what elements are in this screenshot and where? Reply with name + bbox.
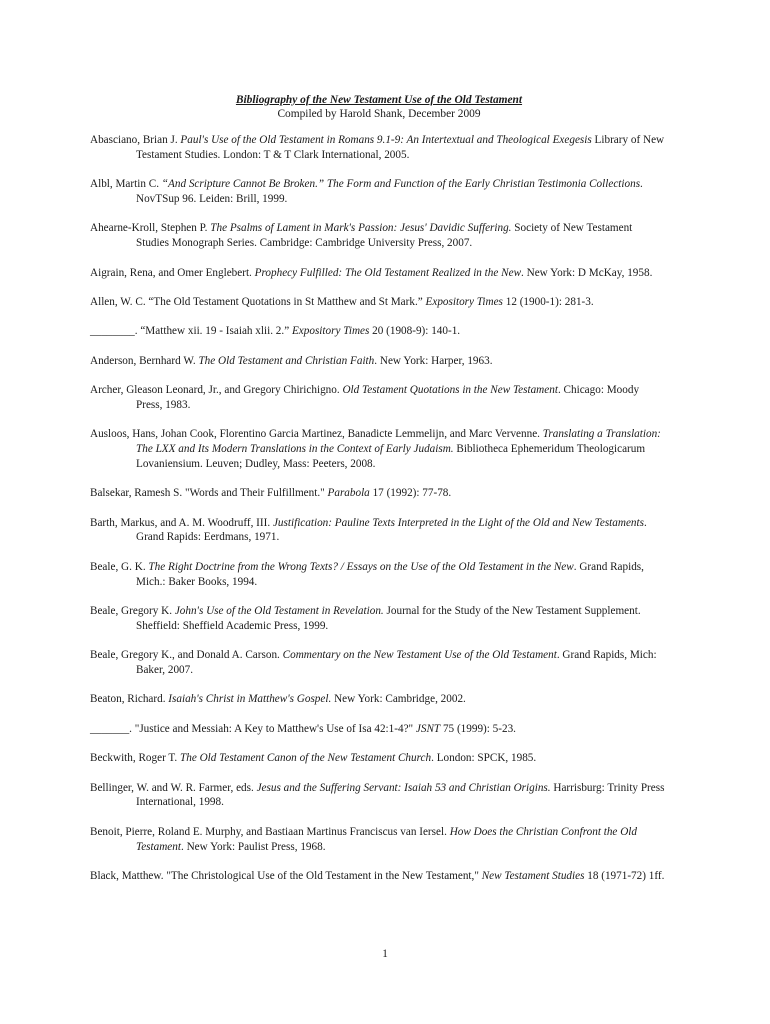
entry-publication-text: . Chicago: Moody Press, 1983. <box>136 384 640 411</box>
entry-publication-text: . Grand Rapids, Mich: Baker, 2007. <box>136 649 657 677</box>
entry-publication-text: 18 (1971-72) 1ff. <box>584 869 665 882</box>
entry-publication-text: . New York: Paulist Press, 1968. <box>180 840 326 853</box>
entry-publication-text: 20 (1908-9): 140-1. <box>369 325 461 338</box>
entry-author-text: Benoit, Pierre, Roland E. Murphy, and Bastiaan Martinus Franciscus van Iersel. <box>90 825 450 838</box>
entry-author-text: Black, Matthew. "The Christological Use of the Old Testament in the New Testament," <box>90 869 482 882</box>
entry-italic-title: Translating a Translation: The LXX and Its Modern Translations in the Context of Early Judaism. <box>136 428 661 456</box>
entry-publication-text: . London: SPCK, 1985. <box>431 752 537 765</box>
entry-author-text: Archer, Gleason Leonard, Jr., and Gregory Chirichigno. <box>90 384 343 397</box>
entry-italic-title: The Right Doctrine from the Wrong Texts? / Essays on the Use of the Old Testament in the New <box>148 560 574 573</box>
bibliography-entry <box>90 354 668 369</box>
bibliography-entry <box>90 722 668 737</box>
entry-author-text: Beale, Gregory K., and Donald A. Carson. <box>90 649 283 662</box>
entry-italic-title: Justification: Pauline Texts Interpreted in the Light of the Old and New Testaments <box>272 516 644 529</box>
entry-author-text: Beale, G. K. <box>90 560 149 573</box>
entry-italic-title: Paul's Use of the Old Testament in Romans 9.1-9: An Intertextual and Theological Exegesis <box>180 134 592 146</box>
bibliography-entry <box>90 295 668 310</box>
entry-italic-title: Old Testament Quotations in the New Testament <box>342 384 558 397</box>
bibliography-entry <box>90 133 668 163</box>
entry-author-text: Balsekar, Ramesh S. "Words and Their Fulfillment." <box>90 487 328 500</box>
bibliography-entry <box>90 692 668 707</box>
entry-publication-text: 12 (1900-1): 281-3. <box>502 295 594 308</box>
entry-publication-text: Bibliotheca Ephemeridum Theologicarum Lovaniensium. Leuven; Dudley, Mass: Peeters, 2008. <box>136 443 646 470</box>
entry-italic-title: Expository Times <box>425 295 503 308</box>
bibliography-entry <box>90 751 668 766</box>
bibliography-entry <box>90 648 668 678</box>
entry-author-text: Beaton, Richard. <box>90 693 169 706</box>
entry-author-text: Abasciano, Brian J. <box>90 134 181 146</box>
bibliography-entry <box>90 781 668 811</box>
entry-italic-title: Commentary on the New Testament Use of the Old Testament <box>282 649 557 662</box>
entry-publication-text: Library of New Testament Studies. London: T & T Clark International, 2005. <box>136 134 665 161</box>
page-number: 1 <box>382 948 388 960</box>
entry-author-text: Beale, Gregory K. <box>90 605 175 618</box>
entry-italic-title: Prophecy Fulfilled: The Old Testament Realized in the New <box>254 266 522 279</box>
entry-italic-title: Expository Times <box>291 325 370 338</box>
entry-publication-text: . Grand Rapids: Eerdmans, 1971. <box>136 516 647 544</box>
document-title: Bibliography of the New Testament Use of the Old Testament <box>235 94 523 106</box>
bibliography-entry <box>90 516 668 546</box>
bibliography-entry <box>90 324 668 339</box>
entry-publication-text: Society of New Testament Studies Monograph Series. Cambridge: Cambridge University Press, 2007. <box>136 222 633 250</box>
entry-author-text: Barth, Markus, and A. M. Woodruff, III. <box>90 516 273 529</box>
document-header <box>90 93 668 121</box>
entry-author-text: Ahearne-Kroll, Stephen P. <box>90 222 211 235</box>
entry-italic-title: The Psalms of Lament in Mark's Passion: Jesus' Davidic Suffering. <box>210 222 512 235</box>
entry-publication-text: . Grand Rapids, Mich.: Baker Books, 1994. <box>136 560 644 588</box>
entry-author-text: Aigrain, Rena, and Omer Englebert. <box>90 266 255 279</box>
bibliography-entry <box>90 221 668 251</box>
entry-italic-title: The Old Testament and Christian Faith <box>198 354 375 367</box>
entry-italic-title: Parabola <box>327 487 370 500</box>
entry-author-text: _______. "Justice and Messiah: A Key to Matthew's Use of Isa 42:1-4?" <box>90 722 416 735</box>
entry-publication-text: Harrisburg: Trinity Press International, 1998. <box>136 781 665 809</box>
bibliography-entry <box>90 427 668 471</box>
bibliography-entry <box>90 560 668 590</box>
bibliography-entry <box>90 383 668 413</box>
bibliography-entry <box>90 869 668 884</box>
document-subtitle: Compiled by Harold Shank, December 2009 <box>277 108 481 120</box>
entry-author-text: Anderson, Bernhard W. <box>90 354 199 367</box>
entry-author-text: Ausloos, Hans, Johan Cook, Florentino Garcia Martinez, Banadicte Lemmelijn, and Marc Vervenne. <box>90 428 543 441</box>
entry-author-text: ________. “Matthew xii. 19 - Isaiah xlii. 2.” <box>90 325 292 338</box>
entry-italic-title: “And Scripture Cannot Be Broken.” The Form and Function of the Early Christian Testimonia Collections <box>161 178 641 191</box>
entry-italic-title: John's Use of the Old Testament in Revelation. <box>174 605 384 618</box>
entry-author-text: Beckwith, Roger T. <box>90 752 181 765</box>
bibliography-entry <box>90 266 668 281</box>
entry-publication-text: Journal for the Study of the New Testament Supplement. Sheffield: Sheffield Academic Press, 1999. <box>136 605 641 632</box>
entry-publication-text: New York: Cambridge, 2002. <box>331 693 466 706</box>
entry-publication-text: 17 (1992): 77-78. <box>369 487 452 500</box>
bibliography-entry <box>90 604 668 634</box>
entry-italic-title: How Does the Christian Confront the Old Testament <box>136 825 637 853</box>
entry-italic-title: The Old Testament Canon of the New Testament Church <box>180 752 432 765</box>
entry-italic-title: JSNT <box>415 722 441 735</box>
bibliography-entry <box>90 486 668 501</box>
entry-author-text: Allen, W. C. “The Old Testament Quotations in St Matthew and St Mark.” <box>90 295 426 308</box>
entry-publication-text: . New York: Harper, 1963. <box>374 354 493 367</box>
bibliography-entry <box>90 177 668 207</box>
entry-author-text: Albl, Martin C. <box>90 178 162 191</box>
document-page <box>90 93 668 898</box>
entry-italic-title: New Testament Studies <box>481 869 585 882</box>
entry-publication-text: . NovTSup 96. Leiden: Brill, 1999. <box>136 178 643 205</box>
entry-publication-text: 75 (1999): 5-23. <box>440 722 516 735</box>
entry-italic-title: Jesus and the Suffering Servant: Isaiah 53 and Christian Origins. <box>256 781 551 794</box>
bibliography-list <box>90 133 668 884</box>
entry-italic-title: Isaiah's Christ in Matthew's Gospel. <box>168 693 332 706</box>
entry-author-text: Bellinger, W. and W. R. Farmer, eds. <box>90 781 257 794</box>
bibliography-entry <box>90 825 668 855</box>
entry-publication-text: . New York: D McKay, 1958. <box>521 266 653 279</box>
